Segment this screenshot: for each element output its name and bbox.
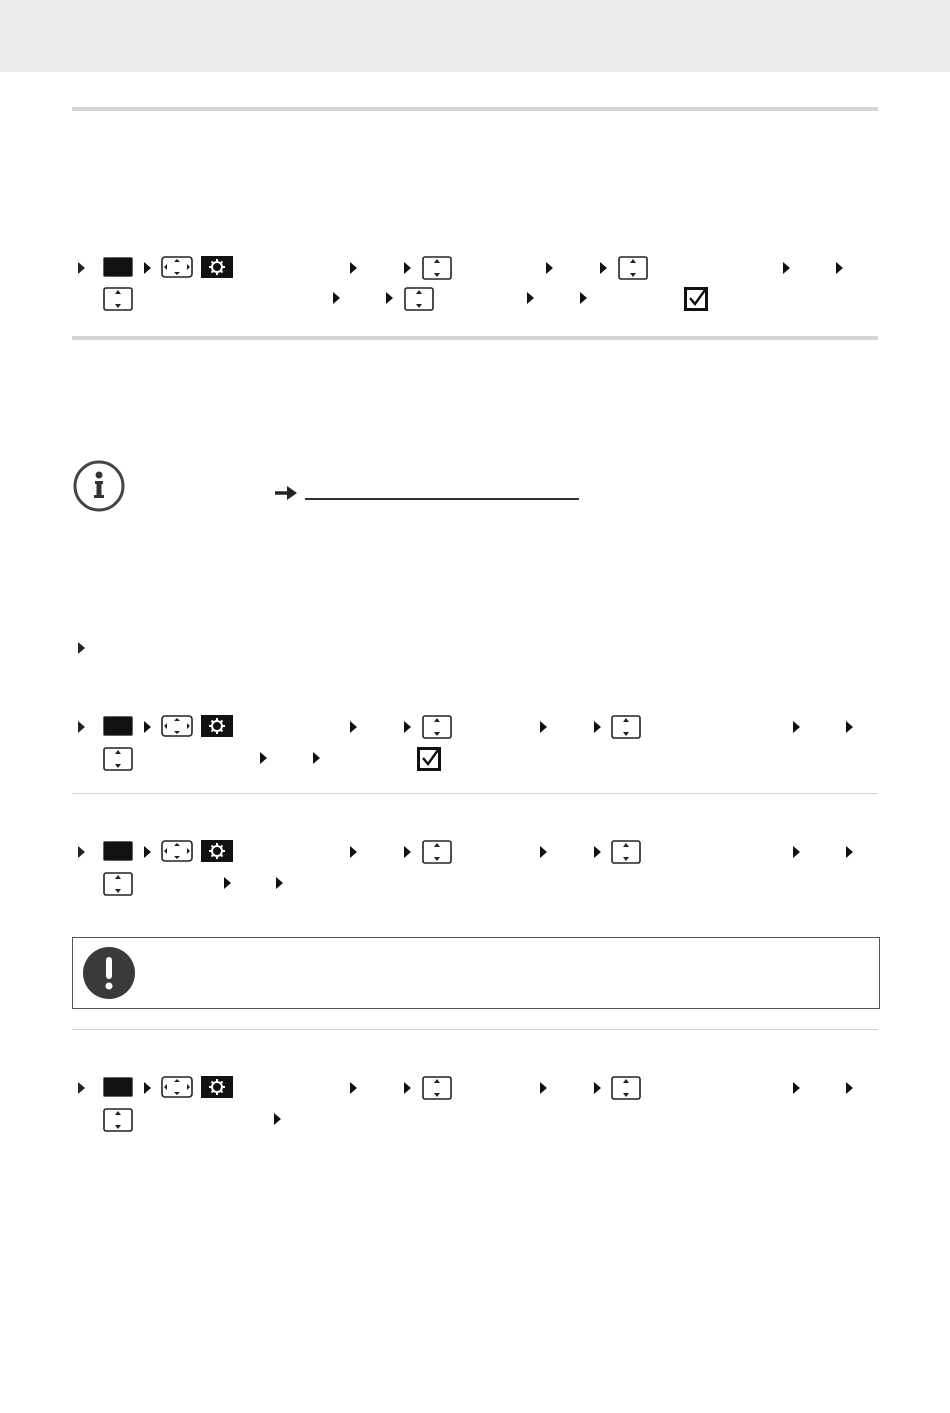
checkbox-checked-icon [417, 747, 441, 771]
arrow-right-icon [404, 846, 411, 858]
arrow-right-icon [404, 721, 411, 733]
menu-key-icon [103, 716, 133, 736]
arrow-right-icon [144, 262, 151, 274]
arrow-right-icon [540, 721, 547, 733]
arrow-right-icon [527, 292, 534, 304]
arrow-right-icon [224, 877, 231, 889]
link-arrow-icon [274, 485, 300, 501]
arrow-right-icon [793, 1082, 800, 1094]
arrow-right-icon [594, 1082, 601, 1094]
menu-key-icon [103, 841, 133, 861]
arrow-right-icon [276, 877, 283, 889]
arrow-right-icon [350, 846, 357, 858]
arrow-right-icon [333, 292, 340, 304]
navigation-key-icon [161, 715, 193, 737]
cross-reference-link[interactable] [305, 498, 579, 500]
info-icon [72, 459, 126, 513]
up-down-navigation-key-icon [422, 1076, 452, 1100]
arrow-right-icon [404, 262, 411, 274]
arrow-right-icon [783, 262, 790, 274]
checkbox-checked-icon [684, 287, 708, 311]
arrow-right-icon [546, 262, 553, 274]
section-divider [72, 793, 878, 794]
up-down-navigation-key-icon [103, 287, 133, 311]
arrow-right-icon [580, 292, 587, 304]
arrow-right-icon [144, 721, 151, 733]
up-down-navigation-key-icon [103, 872, 133, 896]
up-down-navigation-key-icon [404, 287, 434, 311]
navigation-key-icon [161, 840, 193, 862]
arrow-right-icon [846, 846, 853, 858]
gear-icon [201, 1076, 233, 1098]
arrow-right-icon [350, 721, 357, 733]
arrow-right-icon [600, 262, 607, 274]
step-bullet-icon [78, 1082, 85, 1094]
arrow-right-icon [260, 752, 267, 764]
menu-key-icon [103, 257, 133, 277]
arrow-right-icon [313, 752, 320, 764]
arrow-right-icon [594, 846, 601, 858]
up-down-navigation-key-icon [422, 256, 452, 280]
step-bullet-icon [78, 721, 85, 733]
warning-note [72, 937, 880, 1009]
up-down-navigation-key-icon [103, 1108, 133, 1132]
arrow-right-icon [540, 846, 547, 858]
section-divider [72, 1029, 878, 1030]
menu-key-icon [103, 1077, 133, 1097]
up-down-navigation-key-icon [611, 1076, 641, 1100]
up-down-navigation-key-icon [618, 256, 648, 280]
exclamation-icon [82, 946, 136, 1000]
arrow-right-icon [350, 1082, 357, 1094]
step-bullet-icon [78, 846, 85, 858]
arrow-right-icon [144, 1082, 151, 1094]
arrow-right-icon [594, 721, 601, 733]
up-down-navigation-key-icon [611, 715, 641, 739]
gear-icon [201, 840, 233, 862]
gear-icon [201, 715, 233, 737]
arrow-right-icon [386, 292, 393, 304]
arrow-right-icon [846, 1082, 853, 1094]
arrow-right-icon [274, 1113, 281, 1125]
gear-icon [201, 256, 233, 278]
up-down-navigation-key-icon [422, 840, 452, 864]
step-bullet-icon [78, 262, 85, 274]
arrow-right-icon [350, 262, 357, 274]
arrow-right-icon [404, 1082, 411, 1094]
arrow-right-icon [540, 1082, 547, 1094]
up-down-navigation-key-icon [103, 747, 133, 771]
list-bullet-icon [78, 642, 85, 654]
page-header-band [0, 0, 950, 72]
arrow-right-icon [836, 262, 843, 274]
section-divider [72, 107, 878, 111]
up-down-navigation-key-icon [611, 840, 641, 864]
section-divider [72, 336, 878, 340]
arrow-right-icon [793, 721, 800, 733]
up-down-navigation-key-icon [422, 715, 452, 739]
navigation-key-icon [161, 1076, 193, 1098]
navigation-key-icon [161, 256, 193, 278]
arrow-right-icon [793, 846, 800, 858]
arrow-right-icon [846, 721, 853, 733]
arrow-right-icon [144, 846, 151, 858]
